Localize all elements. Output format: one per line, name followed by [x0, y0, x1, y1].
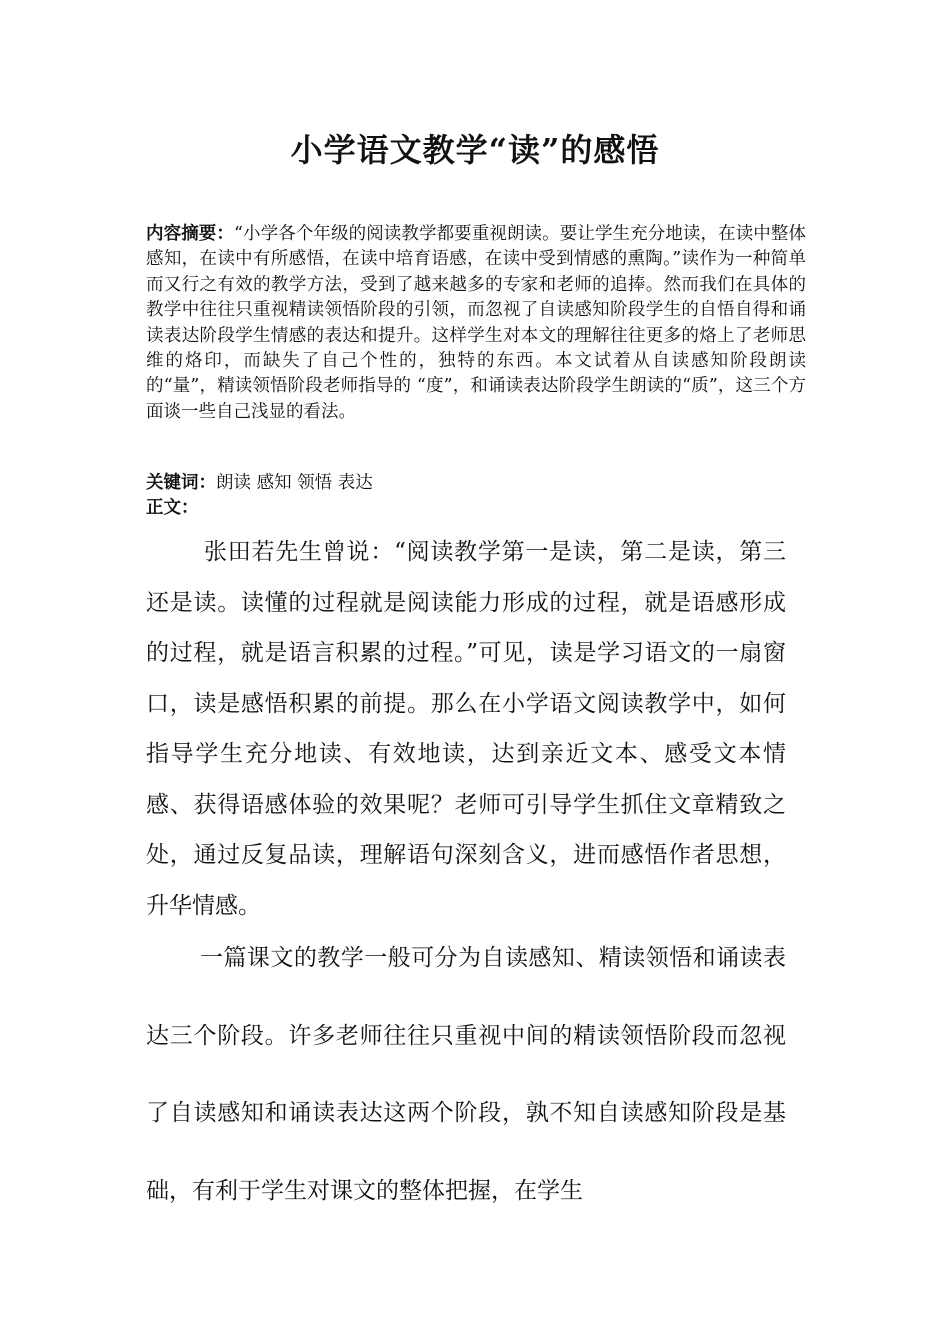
- abstract-label: 内容摘要：: [146, 224, 234, 244]
- body-label: 正文：: [146, 498, 199, 518]
- keywords-label: 关键词：: [146, 473, 216, 493]
- keywords-text: 朗读 感知 领悟 表达: [216, 473, 373, 493]
- abstract: [146, 222, 806, 425]
- abstract-text: “小学各个年级的阅读教学都要重视朗读。要让学生充分地读，在读中整体感知，在读中有所感悟，在读中培育语感，在读中受到情感的熏陶。”读作为一种简单而又行之有效的教学方法，受到了越来越多的专家和老师的追捧。然而我们在具体的教学中往往只重视精读领悟阶段的引领，而忽视了自读感知阶段学生的自悟自得和诵读表达阶段学生情感的表达和提升。这样学生对本文的理解往往更多的烙上了老师思维的烙印，而缺失了自己个性的，独特的东西。本文试着从自读感知阶段朗读的“量”，精读领悟阶段老师指导的 “度”，和诵读表达阶段学生朗读的“质”，这三个方面谈一些自己浅显的看法。: [146, 224, 806, 422]
- body-paragraph-2: 一篇课文的教学一般可分为自读感知、精读领悟和诵读表达三个阶段。许多老师往往只重视中间的精读领悟阶段而忽视了自读感知和诵读表达这两个阶段，孰不知自读感知阶段是基础，有利于学生对课文的整体把握，在学生: [146, 945, 786, 1204]
- keywords: [146, 471, 806, 496]
- body-paragraph-1: 张田若先生曾说：“阅读教学第一是读，第二是读，第三还是读。读懂的过程就是阅读能力形成的过程，就是语感形成的过程，就是语言积累的过程。”可见，读是学习语文的一扇窗口，读是感悟积累的前提。那么在小学语文阅读教学中，如何指导学生充分地读、有效地读，达到亲近文本、感受文本情感、获得语感体验的效果呢？老师可引导学生抓住文章精致之处，通过反复品读，理解语句深刻含义，进而感悟作者思想，升华情感。: [146, 539, 786, 919]
- page-title: 小学语文教学“读”的感悟: [290, 131, 660, 169]
